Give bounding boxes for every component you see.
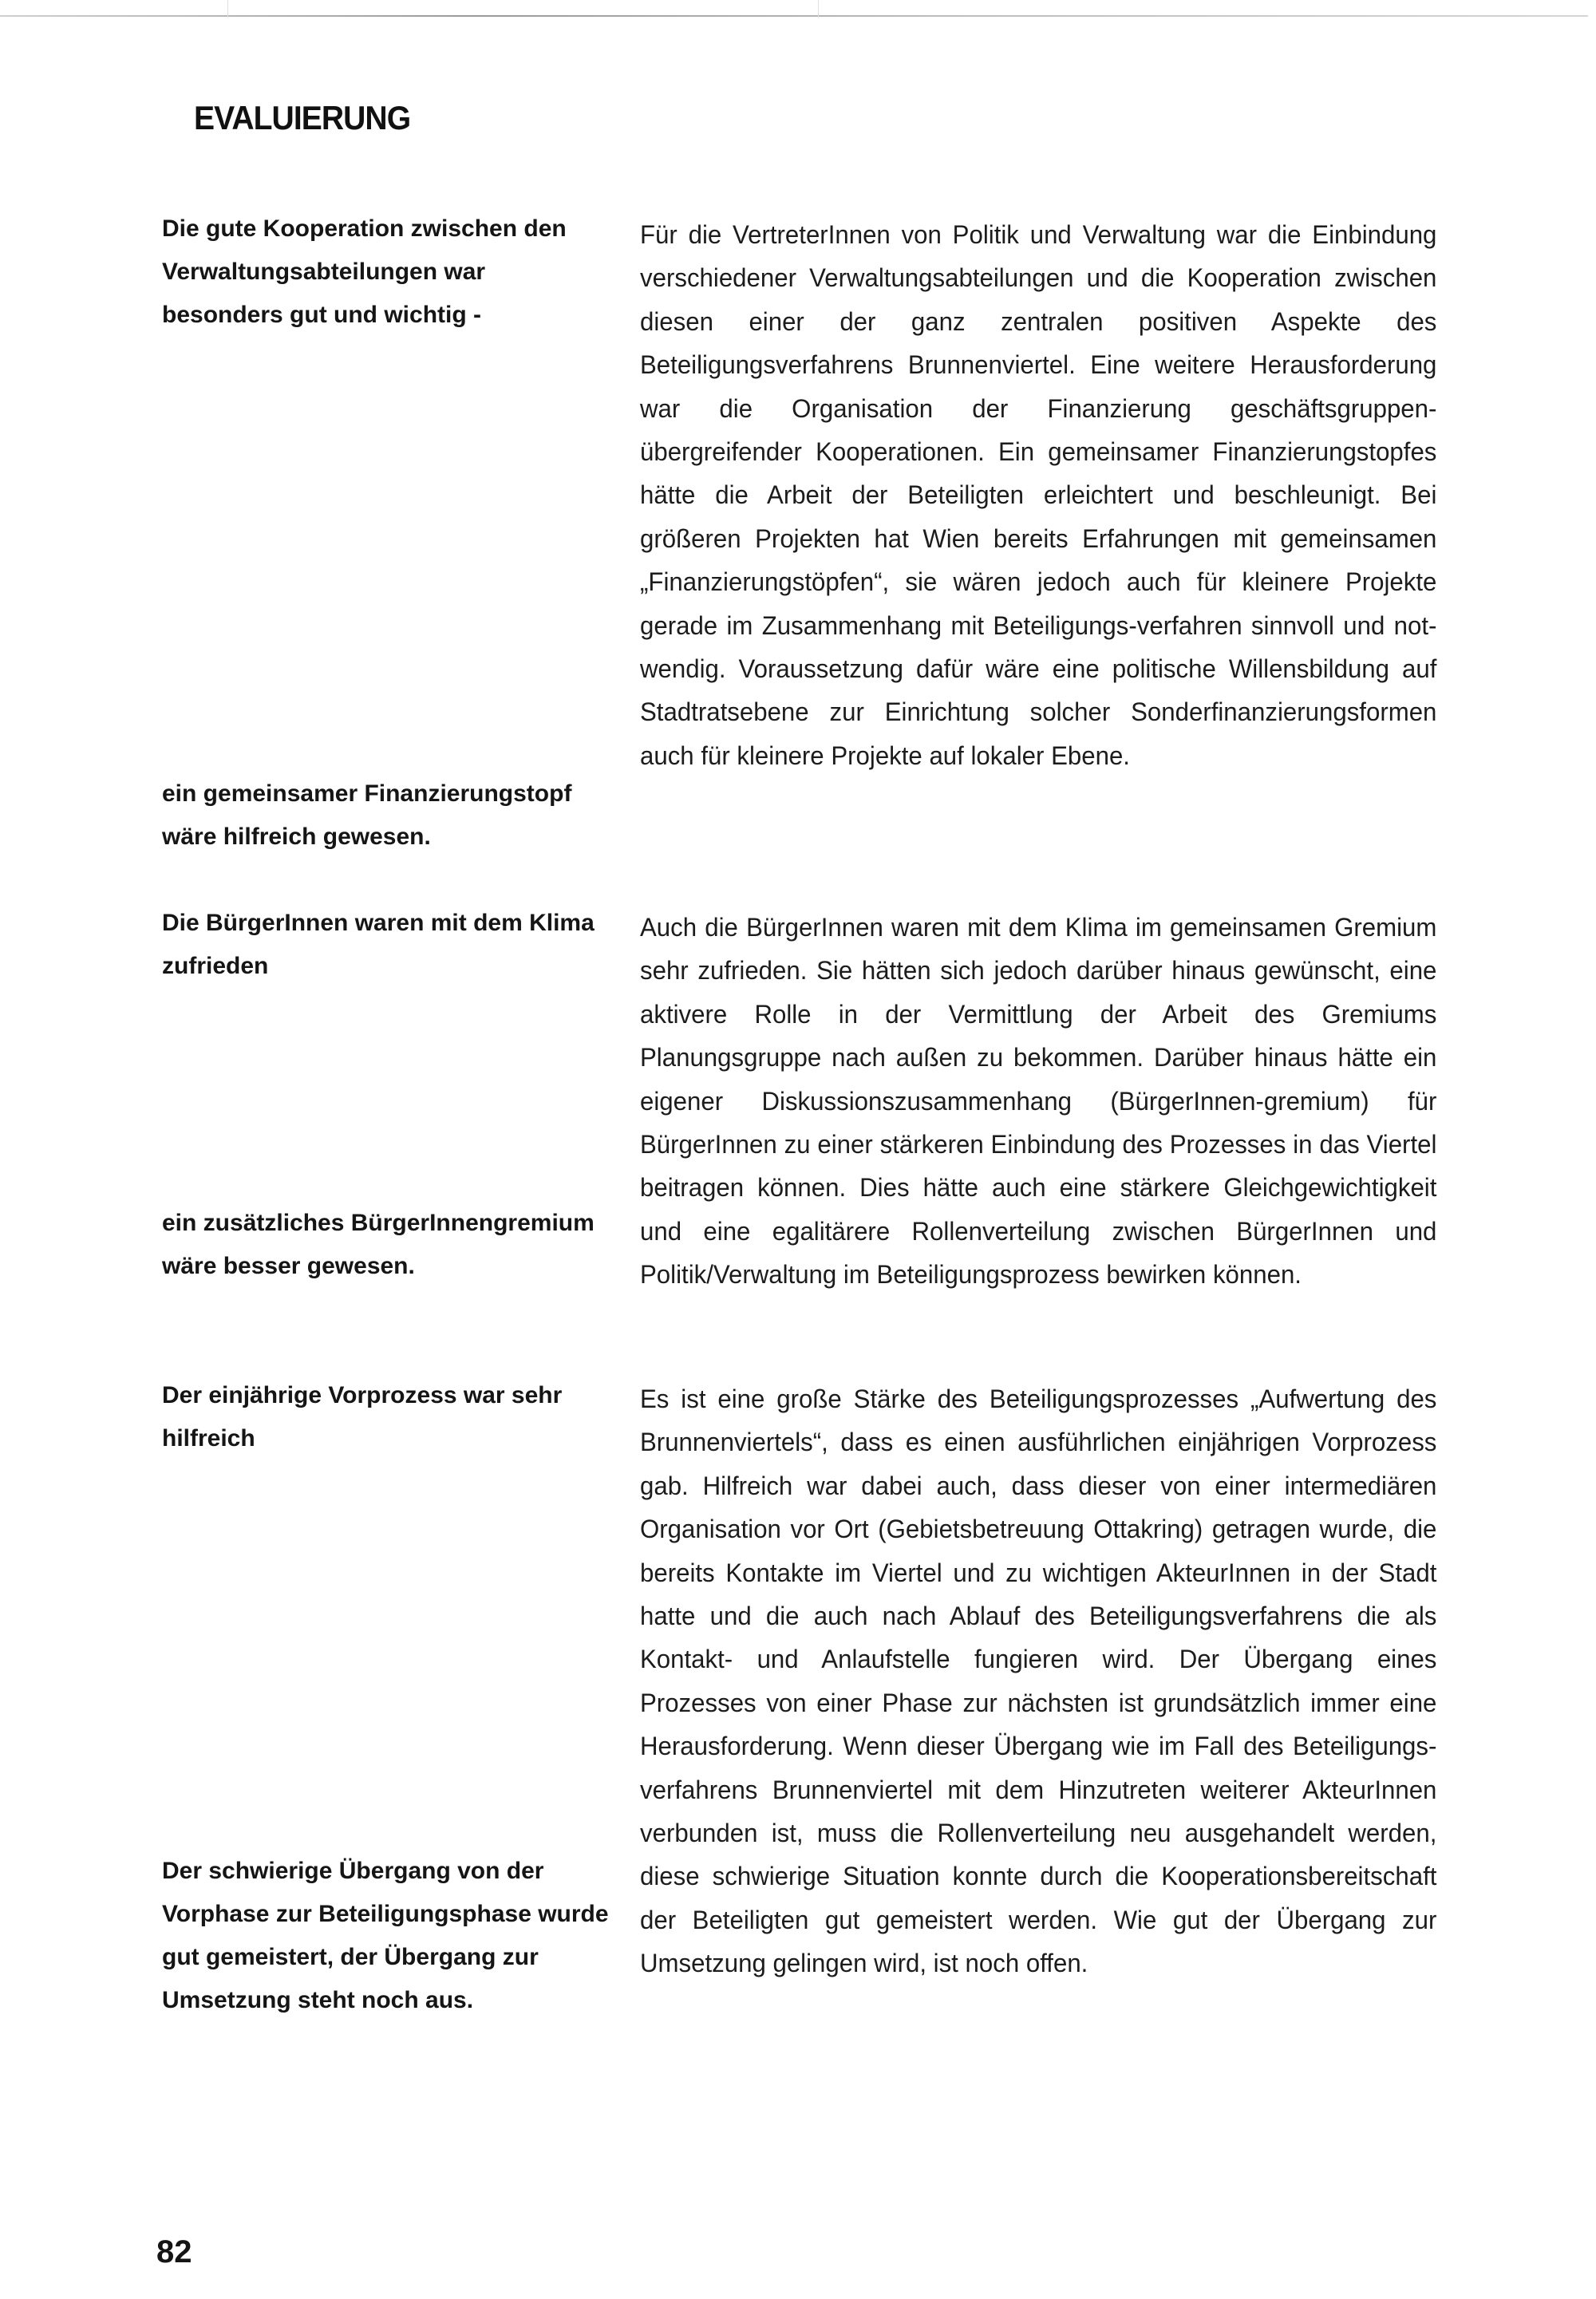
margin-note-cooperation: Die gute Kooperation zwischen den Verwaltungsabteilungen war besonders gut und wichtig - [162,215,567,328]
page-title: EVALUIERUNG [194,99,411,136]
body-paragraph-citizens: Auch die BürgerInnen waren mit dem Klima im gemeinsamen Gremium sehr zufrieden. Sie hätten sich jedoch darüber hinaus gewünscht, eine aktivere Rolle in der Vermittlung der Arbeit des Gremiums Planungsgruppe nach außen zu bekommen. Darüber hinaus hätte ein eigener Diskussionszusammenhang (BürgerInnen-gremium) für BürgerInnen zu einer stärkeren Einbindung des Prozesses in das Viertel beitragen können. Dies hätte auch eine stärkere Gleichgewichtigkeit und eine egalitärere Rollenverteilung zwischen BürgerInnen und Politik/Verwaltung im Beteiligungsprozess bewirken können. [640,913,1437,1290]
margin-note-funding: ein gemeinsamer Finanzierungstopf wäre hilfreich gewesen. [162,780,572,850]
page-number: 82 [156,2234,192,2269]
scan-crop-mark [818,0,819,18]
body-paragraph-preprocess: Es ist eine große Stärke des Beteiligungsprozesses „Aufwertung des Brunnenviertels“, dass es einen ausführlichen einjährigen Vorprozess gab. Hilfreich war dabei auch, dass dieser von einer intermediären Organisation vor Ort (Gebietsbetreuung Ottakring) getragen wurde, die bereits Kontakte im Viertel und zu wichtigen AkteurInnen in der Stadt hatte und die auch nach Ablauf des Beteiligungsverfahrens die als Kontakt- und Anlaufstelle fungieren wird. Der Übergang eines Prozesses von einer Phase zur nächsten ist grundsätzlich immer eine Herausforderung. Wenn dieser Übergang wie im Fall des Beteiligungsverfahrens Brunnenviertel mit dem Hinzutreten weiterer AkteurInnen verbunden ist, muss die Rollenverteilung neu ausgehandelt werden, diese schwierige Situation konnte durch die Kooperationsbereitschaft der Beteiligten gut gemeistert werden. Wie gut der Übergang zur Umsetzung gelingen wird, ist noch offen. [640,1385,1437,1978]
margin-note-citizens-climate: Die BürgerInnen waren mit dem Klima zufrieden [162,910,595,979]
body-paragraph-administration: Für die VertreterInnen von Politik und Verwaltung war die Einbindung verschiedener Verwaltungsabteilungen und die Kooperation zwischen diesen einer der ganz zentralen positiven Aspekte des Beteiligungsverfahrens Brunnenviertel. Eine weitere Herausforderung war die Organisation der Finanzierung geschäftsgruppen-übergreifender Kooperationen. Ein gemeinsamer Finanzierungstopfes hätte die Arbeit der Beteiligten erleichtert und beschleunigt. Bei größeren Projekten hat Wien bereits Erfahrungen mit gemeinsamen „Finanzierungstöpfen“, sie wären jedoch auch für kleinere Projekte gerade im Zusammenhang mit Beteiligungs-verfahren sinnvoll und notwendig. Voraussetzung dafür wäre eine politische Willensbildung auf Stadtratsebene zur Einrichtung solcher Sonderfinanzierungsformen auch für kleinere Projekte auf lokaler Ebene. [640,220,1437,770]
scan-crop-mark [227,0,228,18]
margin-note-transition: Der schwierige Übergang von der Vorphase zur Beteiligungsphase wurde gut gemeistert, der Übergang zur Umsetzung steht noch aus. [162,1858,609,2013]
margin-note-preprocess: Der einjährige Vorprozess war sehr hilfreich [162,1382,563,1452]
margin-note-citizens-committee: ein zusätzliches BürgerInnengremium wäre besser gewesen. [162,1210,595,1279]
scan-top-edge-line [0,15,1588,17]
